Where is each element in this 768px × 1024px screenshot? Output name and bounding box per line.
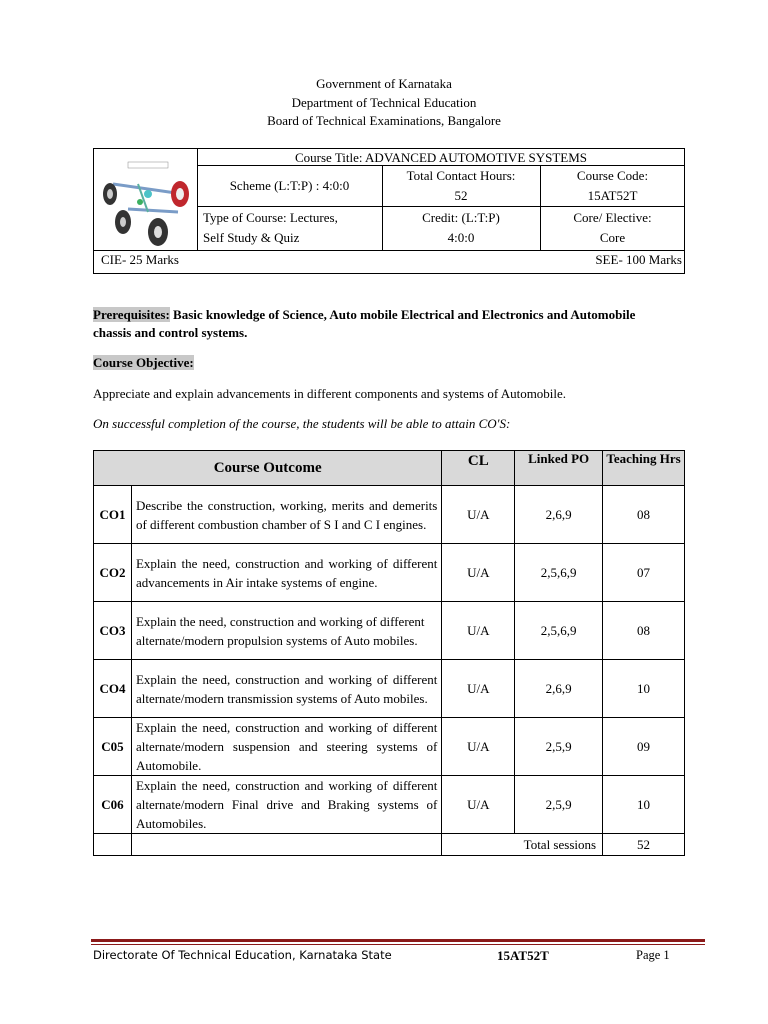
course-title: Course Title: ADVANCED AUTOMOTIVE SYSTEMS [294, 150, 588, 165]
co-cl: U/A [442, 776, 515, 834]
co-id: CO4 [94, 660, 132, 718]
footer-directorate: Directorate Of Technical Education, Karnataka State [93, 948, 392, 962]
co-description: Explain the need, construction and working of different alternate/modern suspension and steering systems of Automobile. [131, 718, 441, 776]
total-sessions-value: 52 [603, 834, 685, 856]
completion-statement: On successful completion of the course, the students will be able to attain CO'S: [93, 416, 511, 431]
co-teaching-hrs: 07 [603, 544, 685, 602]
scheme: Scheme (L:T:P) : 4:0:0 [229, 178, 350, 193]
co-cl: U/A [442, 486, 515, 544]
co-description: Explain the need, construction and working of different alternate/modern propulsion systems of Auto mobiles. [131, 602, 441, 660]
table-row [94, 486, 685, 544]
co-linked-po: 2,5,6,9 [515, 544, 603, 602]
table-row [94, 602, 685, 660]
co-cl: U/A [442, 544, 515, 602]
co-teaching-hrs: 10 [603, 776, 685, 834]
co-linked-po: 2,6,9 [515, 486, 603, 544]
co-description: Explain the need, construction and working of different advancements in Air intake systems of engine. [131, 544, 441, 602]
prerequisites-label: Prerequisites: [93, 307, 170, 322]
co-teaching-hrs: 08 [603, 602, 685, 660]
course-code-value: 15AT52T [587, 188, 638, 203]
co-id: CO1 [94, 486, 132, 544]
total-sessions-label: Total sessions [442, 834, 603, 856]
contact-hours-value: 52 [454, 188, 468, 203]
core-elective-value: Core [599, 230, 626, 245]
table-row [94, 718, 685, 776]
contact-hours-label: Total Contact Hours: [406, 168, 516, 183]
co-teaching-hrs: 09 [603, 718, 685, 776]
co-teaching-hrs: 08 [603, 486, 685, 544]
co-description: Describe the construction, working, merits and demerits of different combustion chamber of S I and C I engines. [131, 486, 441, 544]
co-cl: U/A [442, 602, 515, 660]
co-cl: U/A [442, 718, 515, 776]
credit-label: Credit: (L:T:P) [422, 210, 500, 225]
course-type-line2: Self Study & Quiz [203, 230, 300, 245]
footer-rule [91, 939, 705, 942]
co-linked-po: 2,5,9 [515, 776, 603, 834]
cie-marks: CIE- 25 Marks [101, 252, 179, 267]
co-id: C05 [94, 718, 132, 776]
prerequisites [93, 306, 673, 342]
co-id: CO3 [94, 602, 132, 660]
footer-course-code: 15AT52T [497, 948, 549, 963]
co-linked-po: 2,6,9 [515, 660, 603, 718]
header-cl: CL [442, 451, 515, 486]
course-objective [93, 354, 673, 372]
header-linked-po: Linked PO [515, 451, 603, 486]
table-row [94, 776, 685, 834]
total-row [94, 834, 685, 856]
co-cl: U/A [442, 660, 515, 718]
course-type-line1: Type of Course: Lectures, [203, 210, 338, 225]
course-objective-text: Appreciate and explain advancements in different components and systems of Automobile. [93, 386, 567, 401]
co-id: CO2 [94, 544, 132, 602]
co-linked-po: 2,5,9 [515, 718, 603, 776]
header-teaching-hrs: Teaching Hrs [603, 451, 685, 486]
co-description: Explain the need, construction and working of different alternate/modern transmission systems of Auto mobiles. [131, 660, 441, 718]
header-government: Government of Karnataka [316, 76, 452, 91]
course-outcome-table [93, 450, 685, 856]
car-chassis-illustration [98, 154, 194, 248]
core-elective-label: Core/ Elective: [573, 210, 652, 225]
credit-value: 4:0:0 [447, 230, 475, 245]
see-marks: SEE- 100 Marks [595, 252, 682, 267]
header-board: Board of Technical Examinations, Bangalore [267, 113, 501, 128]
footer-page-number: Page 1 [636, 948, 670, 962]
co-id: C06 [94, 776, 132, 834]
table-row [94, 544, 685, 602]
header-course-outcome: Course Outcome [94, 451, 442, 486]
prerequisites-text: Basic knowledge of Science, Auto mobile Electrical and Electronics and Automobile chassis and control systems. [93, 307, 636, 340]
header-department: Department of Technical Education [291, 95, 477, 110]
co-teaching-hrs: 10 [603, 660, 685, 718]
course-objective-label: Course Objective: [93, 355, 194, 370]
table-row [94, 660, 685, 718]
co-linked-po: 2,5,6,9 [515, 602, 603, 660]
footer-rule-thin [91, 944, 705, 945]
co-description: Explain the need, construction and working of different alternate/modern Final drive and Braking systems of Automobiles. [131, 776, 441, 834]
course-code-label: Course Code: [576, 168, 649, 183]
